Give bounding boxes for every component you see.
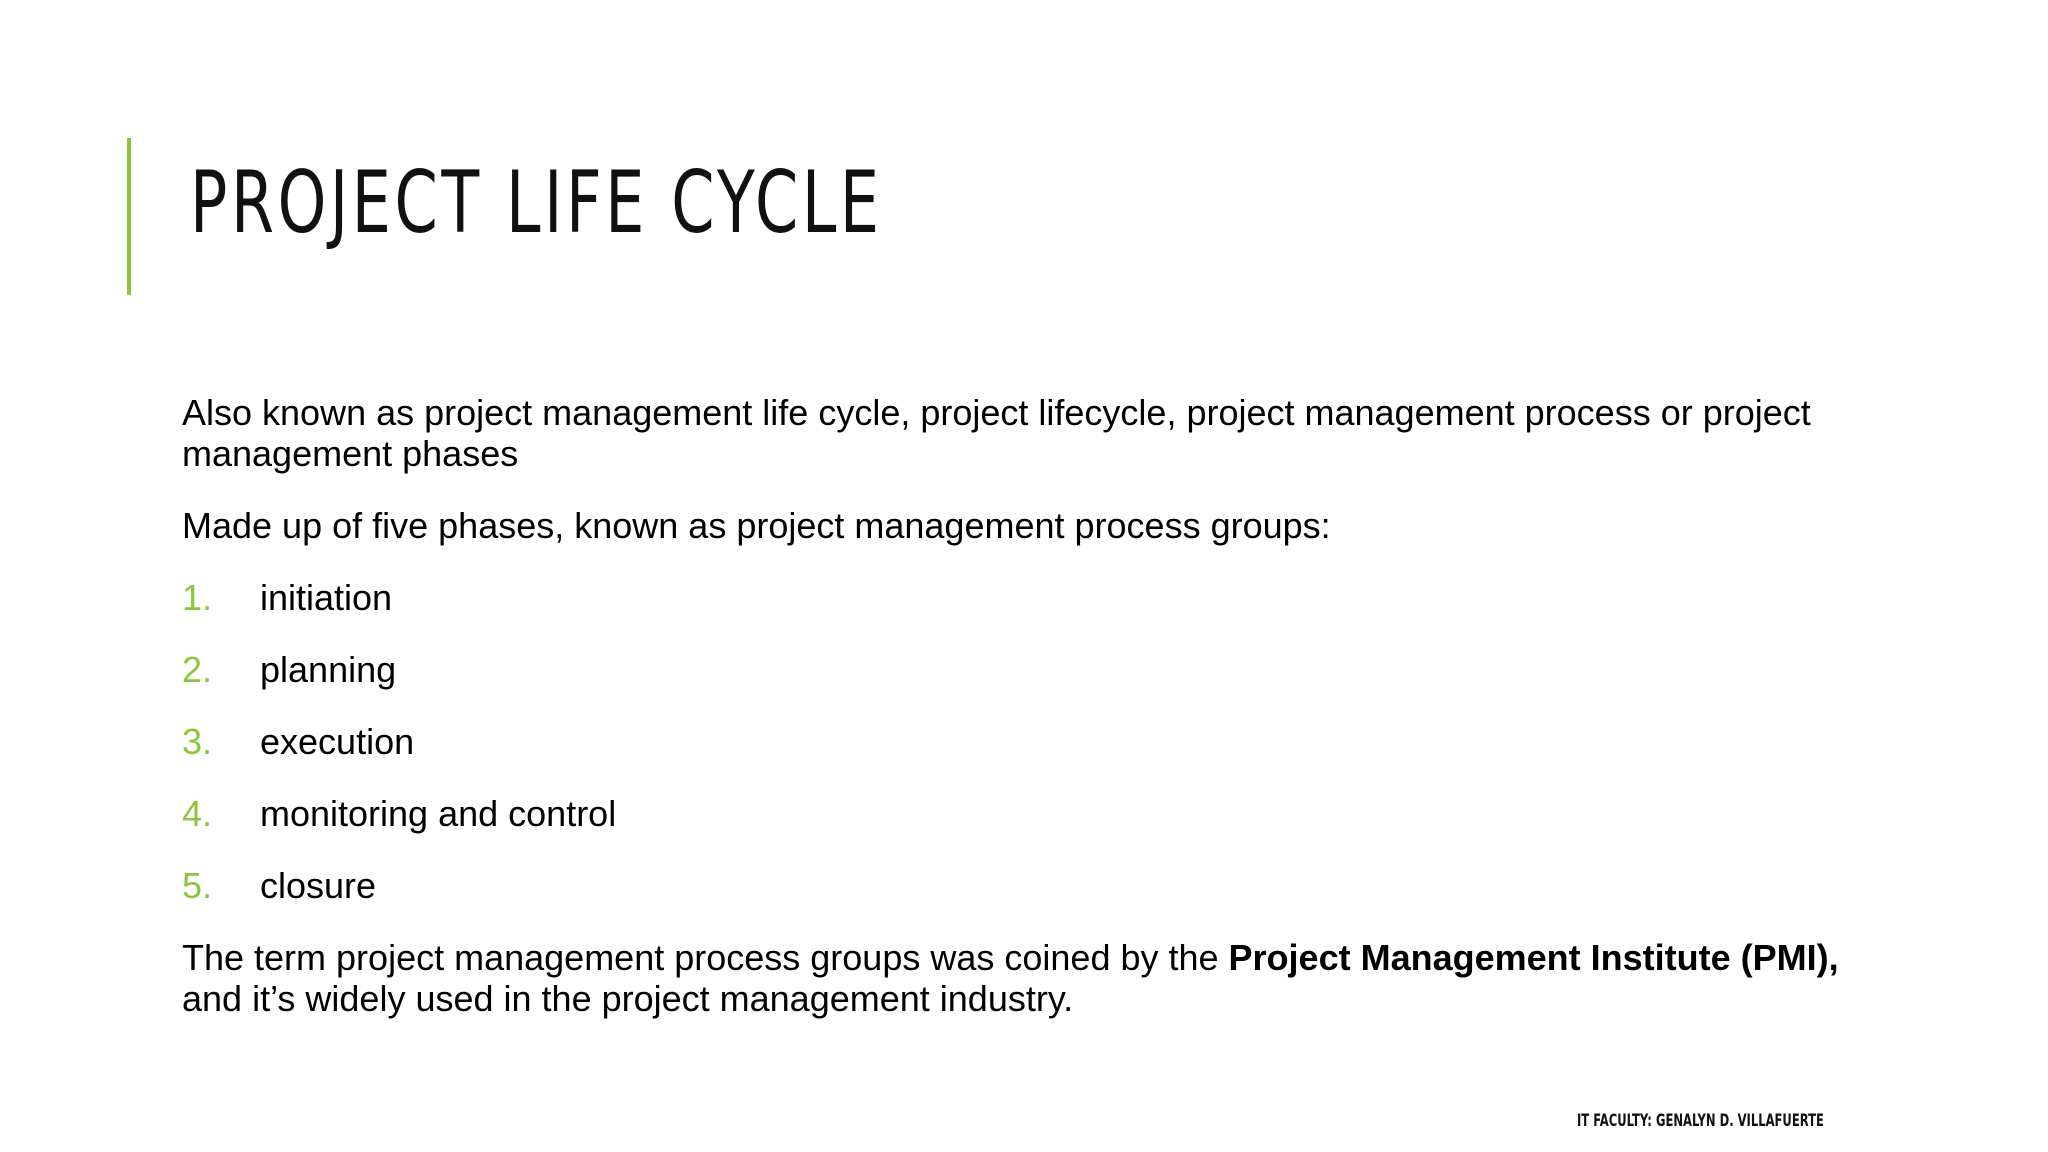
list-item xyxy=(182,649,1842,690)
list-item xyxy=(182,865,1842,906)
slide-footer: IT FACULTY: GENALYN D. VILLAFUERTE xyxy=(1577,1111,1824,1131)
list-item xyxy=(182,577,1842,618)
phases-list xyxy=(182,577,1842,906)
closing-paragraph xyxy=(182,937,1842,1019)
pmi-name: Project Management Institute (PMI), xyxy=(1228,937,1839,978)
intro-paragraph: Also known as project management life cycle, project lifecycle, project management process or project management phases xyxy=(182,392,1811,474)
list-item-number: 5. xyxy=(182,865,213,906)
list-item-label: initiation xyxy=(260,577,393,618)
slide-title: PROJECT LIFE CYCLE xyxy=(190,153,883,253)
list-item-label: planning xyxy=(260,649,397,690)
phases-intro-paragraph: Made up of five phases, known as project management process groups: xyxy=(182,505,1331,546)
list-item xyxy=(182,793,1842,834)
closing-text-before: The term project management process groups was coined by the xyxy=(182,937,1229,978)
list-item-number: 3. xyxy=(182,721,213,762)
list-item-label: execution xyxy=(260,721,415,762)
slide-body xyxy=(182,392,1842,1050)
list-item xyxy=(182,721,1842,762)
list-item-label: monitoring and control xyxy=(260,793,617,834)
list-item-number: 1. xyxy=(182,577,213,618)
closing-text-after: and it’s widely used in the project management industry. xyxy=(182,978,1074,1019)
title-accent-bar xyxy=(127,138,131,295)
list-item-number: 2. xyxy=(182,649,213,690)
list-item-label: closure xyxy=(260,865,377,906)
list-item-number: 4. xyxy=(182,793,213,834)
